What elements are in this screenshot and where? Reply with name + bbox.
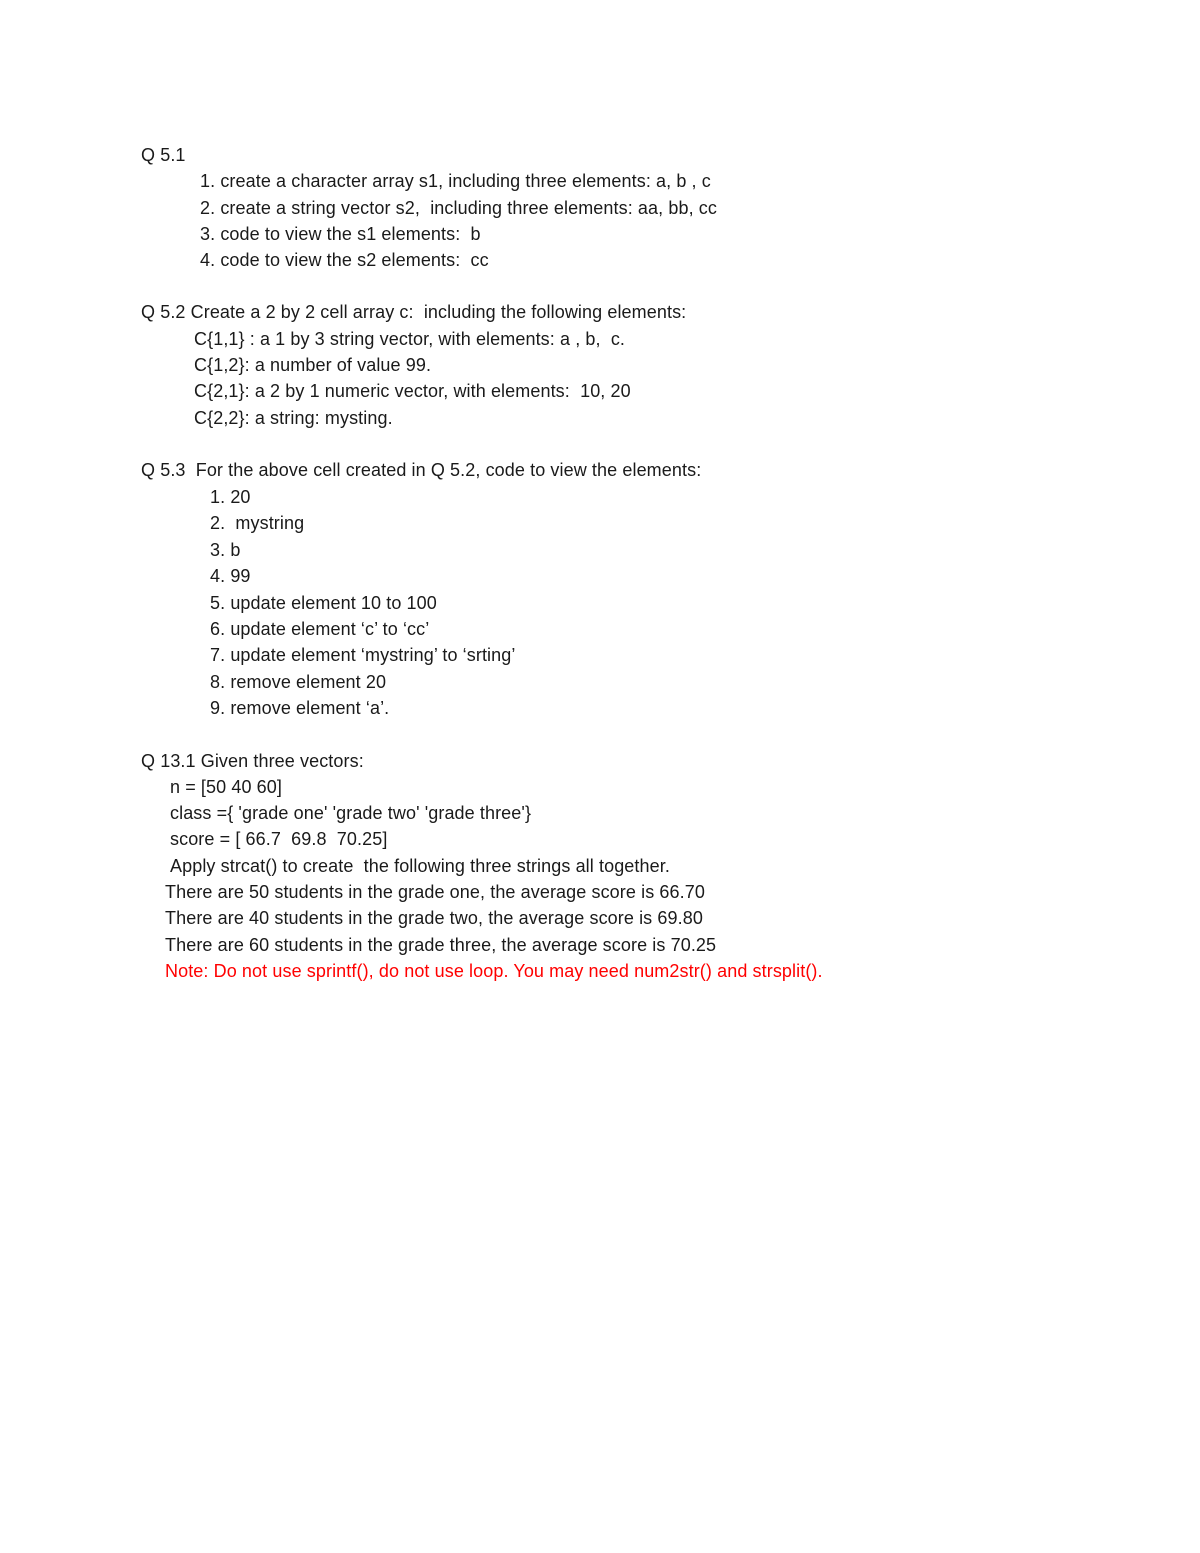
q53-item-8: 8. remove element 20 [210, 672, 387, 692]
q53-item-4: 4. 99 [210, 566, 251, 586]
q131-output-1: There are 50 students in the grade one, the average score is 66.70 [165, 882, 705, 902]
q131-output-2: There are 40 students in the grade two, the average score is 69.80 [165, 908, 703, 928]
q52-item-3: C{2,1}: a 2 by 1 numeric vector, with elements: 10, 20 [194, 381, 631, 401]
q51-item-1: 1. create a character array s1, including three elements: a, b , c [200, 171, 711, 191]
q53-item-3: 3. b [210, 540, 241, 560]
q52-heading: Q 5.2 Create a 2 by 2 cell array c: including the following elements: [141, 302, 687, 322]
q53-item-9: 9. remove element ‘a’. [210, 698, 390, 718]
q53-item-2: 2. mystring [210, 513, 305, 533]
q52-item-2: C{1,2}: a number of value 99. [194, 355, 432, 375]
q53-item-1: 1. 20 [210, 487, 251, 507]
q51-item-2: 2. create a string vector s2, including three elements: aa, bb, cc [200, 198, 717, 218]
q53-item-7: 7. update element ‘mystring’ to ‘srting’ [210, 645, 516, 665]
q51-item-4: 4. code to view the s2 elements: cc [200, 250, 489, 270]
q52-item-4: C{2,2}: a string: mysting. [194, 408, 393, 428]
q131-instruction: Apply strcat() to create the following three strings all together. [170, 856, 670, 876]
q131-vector-n: n = [50 40 60] [170, 777, 282, 797]
q53-heading: Q 5.3 For the above cell created in Q 5.2, code to view the elements: [141, 460, 702, 480]
q51-heading: Q 5.1 [141, 145, 186, 165]
q131-vector-class: class ={ 'grade one' 'grade two' 'grade three'} [170, 803, 532, 823]
q131-vector-score: score = [ 66.7 69.8 70.25] [170, 829, 388, 849]
q53-item-5: 5. update element 10 to 100 [210, 593, 437, 613]
q131-note: Note: Do not use sprintf(), do not use loop. You may need num2str() and strsplit(). [165, 961, 823, 981]
q51-item-3: 3. code to view the s1 elements: b [200, 224, 481, 244]
q131-output-3: There are 60 students in the grade three, the average score is 70.25 [165, 935, 717, 955]
q131-heading: Q 13.1 Given three vectors: [141, 751, 364, 771]
q53-item-6: 6. update element ‘c’ to ‘cc’ [210, 619, 430, 639]
q52-item-1: C{1,1} : a 1 by 3 string vector, with elements: a , b, c. [194, 329, 626, 349]
